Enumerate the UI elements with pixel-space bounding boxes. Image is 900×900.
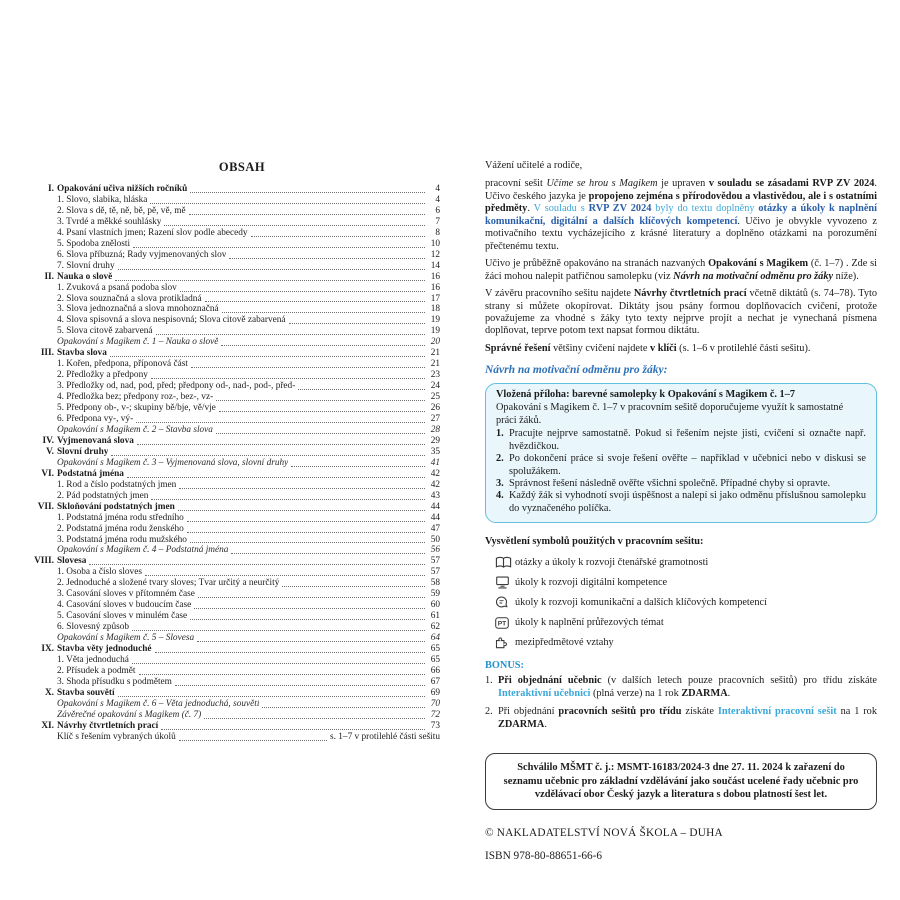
toc-page-number: 64 <box>430 633 440 644</box>
toc-entry-label: 5. Časování sloves v minulém čase <box>57 611 188 622</box>
toc-entry-label: 1. Rod a číslo podstatných jmen <box>57 479 177 490</box>
reward-item-text: Každý žák si vyhodnotí svoji úspěšnost a nalepí si jako odměnu příslušnou samolepku do vyznačeného políčka. <box>509 490 866 514</box>
toc-entry-label: 1. Zvuková a psaná podoba slov <box>57 282 177 293</box>
toc-dotted-leader <box>289 323 426 324</box>
toc-entry-label: 1. Osoba a číslo sloves <box>57 567 142 578</box>
toc-page-number: 70 <box>430 698 440 709</box>
bonus-list-item <box>485 706 877 731</box>
toc-page-number: 18 <box>430 304 440 315</box>
toc-list <box>34 184 440 743</box>
toc-entry <box>44 666 440 677</box>
toc-dotted-leader <box>298 389 425 390</box>
toc-entry <box>44 403 440 414</box>
salutation: Vážení učitelé a rodiče, <box>485 160 583 171</box>
toc-entry <box>44 184 440 195</box>
toc-dotted-leader <box>191 367 425 368</box>
toc-section-numeral: IX. <box>41 644 54 655</box>
toc-section-numeral: X. <box>44 687 54 698</box>
toc-entry <box>44 315 440 326</box>
toc-dotted-leader <box>190 619 425 620</box>
toc-entry-label: 2. Předložky a předpony <box>57 370 148 381</box>
toc-dotted-leader <box>178 510 425 511</box>
toc-page-number: 8 <box>435 227 440 238</box>
symbol-label: otázky a úkoly k rozvoji čtenářské gramotnosti <box>515 556 709 568</box>
toc-entry <box>44 250 440 261</box>
toc-entry-label: Slovesa <box>57 556 87 567</box>
toc-page-number: 56 <box>430 545 440 556</box>
toc-page-number: 6 <box>435 205 440 216</box>
toc-dotted-leader <box>179 740 327 741</box>
bonus-item-text: Při objednání učebnic (v dalších letech pouze pracovních sešitů) pro třídu získáte Interaktivní učebnici (plná verze) na 1 rok ZDARMA. <box>498 675 878 699</box>
toc-entry-label: Stavba věty jednoduché <box>57 644 152 655</box>
toc-page-number: 4 <box>435 184 440 194</box>
toc-section-numeral: III. <box>40 348 54 359</box>
toc-entry <box>41 720 440 732</box>
toc-dotted-leader <box>190 192 425 193</box>
toc-section-numeral: II. <box>44 271 54 282</box>
reward-heading: Návrh na motivační odměnu pro žáky: <box>485 364 668 377</box>
toc-page-number: 69 <box>430 687 440 698</box>
toc-entry <box>44 458 440 469</box>
toc-dotted-leader <box>187 521 425 522</box>
toc-entry-label: Slovní druhy <box>57 446 109 457</box>
toc-page-number: 25 <box>430 392 440 403</box>
toc-entry <box>44 261 440 272</box>
bonus-item-number: 2. <box>485 706 493 718</box>
toc-dotted-leader <box>132 663 425 664</box>
toc-dotted-leader <box>175 685 425 686</box>
toc-entry-label: 3. Předložky od, nad, pod, před; předpony od-, nad-, pod-, před- <box>57 381 296 392</box>
toc-page-number: s. 1–7 v protilehlé části sešitu <box>330 731 440 742</box>
toc-dotted-leader <box>197 641 425 642</box>
toc-page-number: 43 <box>430 490 440 501</box>
toc-page-number: 28 <box>430 424 440 435</box>
toc-entry-label: 3. Podstatná jména rodu mužského <box>57 534 187 545</box>
toc-entry <box>37 501 440 513</box>
toc-dotted-leader <box>291 466 425 467</box>
toc-entry <box>44 392 440 403</box>
reward-item-number: 1. <box>496 428 504 440</box>
toc-page-number: 66 <box>430 665 440 676</box>
toc-entry <box>44 655 440 666</box>
reward-item-number: 4. <box>496 490 504 502</box>
toc-entry-label: 2. Podstatná jména rodu ženského <box>57 523 184 534</box>
toc-entry-label: Nauka o slově <box>57 271 113 282</box>
bonus-item-number: 1. <box>485 675 493 687</box>
toc-page-number: 24 <box>430 381 440 392</box>
toc-page-number: 27 <box>430 414 440 425</box>
reward-box-intro: Opakování s Magikem č. 1–7 v pracovním sešitě doporučujeme využít k samostatné práci žáků. <box>496 402 844 426</box>
toc-entry <box>44 217 440 228</box>
toc-dotted-leader <box>89 564 425 565</box>
toc-entry <box>44 195 440 206</box>
toc-page-number: 41 <box>430 457 440 468</box>
toc-page-number: 19 <box>430 315 440 326</box>
toc-page-number: 12 <box>430 249 440 260</box>
toc-dotted-leader <box>194 608 425 609</box>
symbols-heading: Vysvětlení symbolů použitých v pracovním sešitu: <box>485 536 704 548</box>
reward-item-text: Správnost řešení následně ověřte všichni společně. Případné chyby si opravte. <box>509 477 831 489</box>
toc-entry <box>44 600 440 611</box>
toc-entry <box>44 589 440 600</box>
toc-entry <box>44 699 440 710</box>
reward-item-text: Pracujte nejprve samostatně. Pokud si řešením nejste jisti, cvičení si označte např. hvězdičkou. <box>509 428 866 452</box>
toc-dotted-leader <box>145 575 425 576</box>
toc-dotted-leader <box>150 203 425 204</box>
toc-page-number: 21 <box>430 359 440 370</box>
toc-page-number: 58 <box>430 578 440 589</box>
toc-title: OBSAH <box>218 160 266 174</box>
toc-entry <box>44 304 440 315</box>
toc-dotted-leader <box>251 236 425 237</box>
toc-entry-label: Klíč s řešením vybraných úkolů <box>57 731 176 742</box>
toc-dotted-leader <box>136 422 425 423</box>
toc-entry <box>44 545 440 556</box>
toc-section-numeral: I. <box>48 184 54 194</box>
book-icon <box>495 556 515 570</box>
toc-dotted-leader <box>190 542 425 543</box>
toc-entry <box>44 710 440 721</box>
toc-entry <box>44 206 440 217</box>
toc-page-number: 60 <box>430 600 440 611</box>
toc-page-number: 50 <box>430 534 440 545</box>
toc-entry <box>44 491 440 502</box>
toc-entry-label: Opakování učiva nižších ročníků <box>57 184 188 194</box>
toc-entry <box>44 414 440 425</box>
toc-page-number: 65 <box>430 654 440 665</box>
symbol-legend-row <box>495 616 877 630</box>
toc-entry-label: Podstatná jména <box>57 468 124 479</box>
toc-entry-label: Vyjmenovaná slova <box>57 435 134 446</box>
toc-dotted-leader <box>133 247 425 248</box>
toc-page-number: 35 <box>430 446 440 457</box>
isbn-line: ISBN 978-80-88651-66-6 <box>485 850 603 862</box>
toc-dotted-leader <box>164 225 425 226</box>
toc-dotted-leader <box>216 400 425 401</box>
toc-entry <box>44 480 440 491</box>
toc-dotted-leader <box>132 630 425 631</box>
symbol-legend-row <box>495 556 877 570</box>
toc-page-number: 14 <box>430 260 440 271</box>
toc-entry-label: Opakování s Magikem č. 5 – Slovesa <box>57 633 195 644</box>
bonus-heading: BONUS: <box>485 659 524 671</box>
toc-entry-label: 2. Slova souznačná a slova protikladná <box>57 293 202 304</box>
toc-page-number: 42 <box>430 468 440 479</box>
reward-box <box>485 383 877 524</box>
toc-page-number: 19 <box>430 326 440 337</box>
toc-page-number: 26 <box>430 403 440 414</box>
toc-dotted-leader <box>127 477 425 478</box>
toc-dotted-leader <box>219 411 425 412</box>
toc-page-number: 47 <box>430 523 440 534</box>
toc-entry <box>44 283 440 294</box>
toc-entry <box>44 622 440 633</box>
toc-page-number: 44 <box>430 512 440 523</box>
toc-dotted-leader <box>110 356 425 357</box>
reward-items <box>496 428 866 515</box>
toc-dotted-leader <box>222 312 425 313</box>
toc-entry-label: 4. Psaní vlastních jmen; Řazení slov podle abecedy <box>57 227 248 238</box>
bonus-item-text: Při objednání pracovních sešitů pro třídu získáte Interaktivní pracovní sešit na 1 rok ZDARMA. <box>498 706 877 730</box>
toc-dotted-leader <box>204 718 425 719</box>
symbols-list <box>485 556 877 650</box>
toc-dotted-leader <box>139 674 426 675</box>
pt-badge-icon <box>495 616 515 630</box>
toc-entry-label: 3. Shoda přísudku s podmětem <box>57 676 172 687</box>
toc-entry-label: Skloňování podstatných jmen <box>57 501 175 512</box>
symbol-label: úkoly k naplnění průřezových témat <box>515 616 664 628</box>
toc-entry-label: 1. Věta jednoduchá <box>57 654 129 665</box>
reward-box-title: Vložená příloha: barevné samolepky k Opakování s Magikem č. 1–7 <box>496 388 796 400</box>
toc-entry-label: 4. Časování sloves v budoucím čase <box>57 600 192 611</box>
toc-entry <box>44 732 440 743</box>
toc-page-number: 17 <box>430 293 440 304</box>
toc-dotted-leader <box>151 378 425 379</box>
toc-page-number: 29 <box>430 435 440 446</box>
toc-entry-label: Opakování s Magikem č. 4 – Podstatná jména <box>57 545 229 556</box>
toc-entry-label: 6. Slova příbuzná; Řady vyjmenovaných slov <box>57 249 227 260</box>
reward-list-item <box>496 453 866 478</box>
reward-item-number: 3. <box>496 477 504 489</box>
toc-entry-label: 2. Jednoduché a složené tvary sloves; Tvar určitý a neurčitý <box>57 578 280 589</box>
bonus-list <box>485 675 877 731</box>
toc-dotted-leader <box>155 652 425 653</box>
toc-entry <box>40 348 440 359</box>
reward-item-number: 2. <box>496 453 504 465</box>
symbol-legend-row <box>495 576 877 590</box>
toc-dotted-leader <box>151 499 425 500</box>
intro-paragraph: Správné řešení většiny cvičení najdete v klíči (s. 1–6 v protilehlé části sešitu). <box>485 342 811 354</box>
toc-entry <box>41 468 440 480</box>
toc-entry-label: 1. Kořen, předpona, příponová část <box>57 359 188 370</box>
toc-entry <box>44 359 440 370</box>
toc-entry <box>44 436 440 447</box>
intro-paragraphs <box>485 178 877 355</box>
toc-page-number: 23 <box>430 370 440 381</box>
toc-entry <box>44 513 440 524</box>
toc-page-number: 57 <box>430 567 440 578</box>
toc-page-number: 57 <box>430 556 440 567</box>
reward-list-item <box>496 490 866 515</box>
toc-entry-label: Opakování s Magikem č. 2 – Stavba slova <box>57 424 213 435</box>
intro-paragraph: V závěru pracovního sešitu najdete Návrhy čtvrtletních prací včetně diktátů (s. 74–78). Tyto strany si můžete okopírovat. Diktáty jsou psány formou doplňovacích cvičení, protože považujeme za vhodné s žáky tyto texty nejprve projít a nechat je vynechaná písmena doplňovat, teprve potom text napsat formou diktátu. <box>485 288 877 337</box>
communication-icon <box>495 596 515 610</box>
toc-page-number: 65 <box>430 644 440 655</box>
toc-entry <box>44 381 440 392</box>
toc-entry-label: 2. Pád podstatných jmen <box>57 490 149 501</box>
toc-entry-label: Stavba souvětí <box>57 687 115 698</box>
toc-dotted-leader <box>156 334 425 335</box>
toc-entry-label: 4. Slova spisovná a slova nespisovná; Slova citově zabarvená <box>57 315 286 326</box>
toc-entry-label: 1. Slovo, slabika, hláska <box>57 194 148 205</box>
toc-entry-label: 2. Přísudek a podmět <box>57 665 136 676</box>
toc-entry-label: 5. Předpony ob-, v-; skupiny bě/bje, vě/vje <box>57 403 216 414</box>
toc-dotted-leader <box>161 729 425 730</box>
intro-paragraph: pracovní sešit Učíme se hrou s Magikem je upraven v souladu se zásadami RVP ZV 2024. Učivo českého jazyka je propojeno zejména s přírodovědou a vlastivědou, ale i s ostatními předměty. V souladu s RVP ZV 2024 byly do textu doplněny otázky a úkoly k naplnění komunikační, digitální a dalších klíčových kompetencí. Učivo je obvykle vyvozeno z motivačního textu vycházejícího z krásné literatury a doplněno otázkami na porozumění přečtenému textu. <box>485 178 877 252</box>
toc-entry-label: Závěrečné opakování s Magikem (č. 7) <box>57 709 202 720</box>
toc-entry <box>44 677 440 688</box>
toc-entry <box>44 326 440 337</box>
toc-dotted-leader <box>229 258 425 259</box>
toc-section-numeral: IV. <box>42 435 54 446</box>
toc-entry <box>44 611 440 622</box>
toc-dotted-leader <box>282 586 425 587</box>
toc-dotted-leader <box>262 707 425 708</box>
toc-page-number: 73 <box>430 720 440 731</box>
toc-entry <box>44 228 440 239</box>
reward-list-item <box>496 428 866 453</box>
toc-section-numeral: VI. <box>41 468 54 479</box>
toc-dotted-leader <box>205 301 425 302</box>
toc-dotted-leader <box>137 444 425 445</box>
toc-entry <box>44 524 440 535</box>
toc-dotted-leader <box>187 532 425 533</box>
toc-section-numeral: V. <box>46 446 54 457</box>
toc-entry <box>44 239 440 250</box>
toc-page-number: 7 <box>435 216 440 227</box>
publisher-line: © NAKLADATELSTVÍ NOVÁ ŠKOLA – DUHA <box>485 826 723 839</box>
toc-entry <box>44 294 440 305</box>
toc-entry <box>44 425 440 436</box>
toc-section-numeral: VIII. <box>34 556 54 567</box>
toc-page-number: 42 <box>430 479 440 490</box>
toc-dotted-leader <box>115 280 425 281</box>
toc-dotted-leader <box>180 291 425 292</box>
toc-page-number: 16 <box>430 271 440 282</box>
toc-entry-label: Stavba slova <box>57 348 107 359</box>
toc-entry-label: 7. Slovní druhy <box>57 260 115 271</box>
symbol-legend-row <box>495 596 877 610</box>
toc-dotted-leader <box>111 455 425 456</box>
toc-entry-label: 5. Slova citově zabarvená <box>57 326 153 337</box>
intro-page <box>485 160 877 862</box>
toc-dotted-leader <box>189 214 425 215</box>
toc-entry-label: Opakování s Magikem č. 1 – Nauka o slově <box>57 337 219 348</box>
toc-dotted-leader <box>198 597 425 598</box>
symbol-label: mezipředmětové vztahy <box>515 636 614 648</box>
toc-entry <box>41 644 440 655</box>
toc-entry-label: 5. Spodoba znělosti <box>57 238 131 249</box>
toc-dotted-leader <box>216 433 425 434</box>
toc-entry <box>44 337 440 348</box>
toc-page-number: 72 <box>430 709 440 720</box>
toc-page <box>34 160 440 743</box>
toc-page-number: 59 <box>430 589 440 600</box>
toc-entry-label: 4. Předložka bez; předpony roz-, bez-, vz- <box>57 392 214 403</box>
reward-item-text: Po dokončení práce si svoje řešení ověřte – například v učebnici nebo v diskusi se spolužákem. <box>509 453 866 477</box>
toc-page-number: 67 <box>430 676 440 687</box>
svg-text:PT: PT <box>497 620 507 628</box>
toc-entry-label: 6. Předpona vy-, vý- <box>57 414 134 425</box>
toc-page-number: 61 <box>430 611 440 622</box>
toc-entry-label: 1. Podstatná jména rodu středního <box>57 512 184 523</box>
toc-entry-label: Návrhy čtvrtletních prací <box>57 720 159 731</box>
toc-dotted-leader <box>118 696 425 697</box>
toc-page-number: 10 <box>430 238 440 249</box>
toc-entry <box>44 535 440 546</box>
toc-dotted-leader <box>179 488 425 489</box>
monitor-icon <box>495 576 515 590</box>
intro-paragraph: Učivo je průběžně opakováno na stranách nazvaných Opakování s Magikem (č. 1–7) . Zde si žáci mohou nalepit patřičnou samolepku (viz Návrh na motivační odměnu pro žáky níže). <box>485 258 877 282</box>
toc-entry-label: 3. Časování sloves v přítomném čase <box>57 589 195 600</box>
symbol-label: úkoly k rozvoji komunikační a dalších klíčových kompetencí <box>515 596 767 608</box>
toc-page-number: 21 <box>430 348 440 359</box>
msmt-approval-box: Schválilo MŠMT č. j.: MSMT-16183/2024-3 dne 27. 11. 2024 k zařazení do seznamu učebnic pro základní vzdělávání jako součást ucelené řady učebnic pro vzdělávací obor Český jazyk a literatura s dobou platností šest let. <box>485 753 877 810</box>
toc-entry <box>44 578 440 589</box>
toc-section-numeral: XI. <box>41 720 54 731</box>
toc-page-number: 62 <box>430 622 440 633</box>
toc-entry-label: 3. Tvrdé a měkké souhlásky <box>57 216 162 227</box>
toc-page-number: 16 <box>430 282 440 293</box>
bonus-list-item <box>485 675 877 700</box>
toc-entry <box>44 688 440 699</box>
puzzle-icon <box>495 636 515 650</box>
toc-page-number: 4 <box>435 194 440 205</box>
toc-entry <box>34 556 440 567</box>
toc-entry <box>44 447 440 458</box>
toc-entry-label: 6. Slovesný způsob <box>57 622 130 633</box>
toc-page-number: 20 <box>430 337 440 348</box>
toc-entry <box>44 272 440 283</box>
toc-entry-label: 2. Slova s dě, tě, ně, bě, pě, vě, mě <box>57 205 186 216</box>
toc-entry-label: Opakování s Magikem č. 6 – Věta jednoduchá, souvětí <box>57 698 260 709</box>
toc-entry <box>44 633 440 644</box>
toc-section-numeral: VII. <box>37 501 54 512</box>
toc-page-number: 44 <box>430 501 440 512</box>
toc-dotted-leader <box>221 345 425 346</box>
toc-entry <box>44 567 440 578</box>
symbol-legend-row <box>495 636 877 650</box>
toc-dotted-leader <box>231 553 425 554</box>
symbol-label: úkoly k rozvoji digitální kompetence <box>515 576 668 588</box>
toc-entry <box>44 370 440 381</box>
reward-list-item <box>496 478 866 490</box>
toc-dotted-leader <box>118 269 425 270</box>
toc-entry-label: 3. Slova jednoznačná a slova mnohoznačná <box>57 304 219 315</box>
toc-entry-label: Opakování s Magikem č. 3 – Vyjmenovaná slova, slovní druhy <box>57 457 289 468</box>
